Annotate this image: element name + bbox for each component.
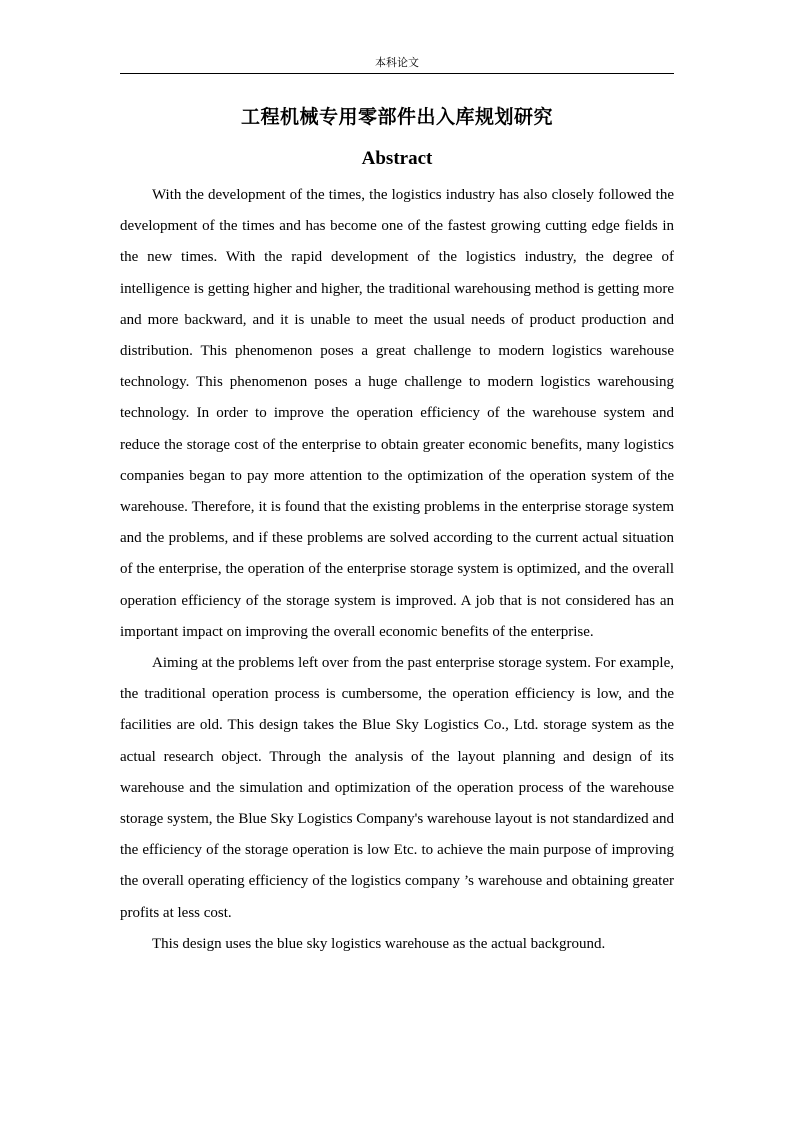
thesis-title: 工程机械专用零部件出入库规划研究 xyxy=(240,106,553,128)
running-header: 本科论文 xyxy=(375,56,419,69)
abstract-paragraph-1: With the development of the times, the logistics industry has also closely followed the development of the times and has become one of the fastest growing cutting edge fields in the new times. With the rapid development of the logistics industry, the degree of intelligence is getting higher and higher, the traditional warehousing method is getting more and more backward, and it is unable to meet the usual needs of product production and distribution. This phenomenon poses a great challenge to modern logistics warehouse technology. This phenomenon poses a huge challenge to modern logistics warehousing technology. In order to improve the operation efficiency of the warehouse system and reduce the storage cost of the enterprise to obtain greater economic benefits, many logistics companies began to pay more attention to the optimization of the operation system of the warehouse. Therefore, it is found that the existing problems in the enterprise storage system and the problems, and if these problems are solved according to the current actual situation of the enterprise, the operation of the enterprise storage system is optimized, and the overall operation efficiency of the storage system is improved. A job that is not considered has an important impact on improving the overall economic benefits of the enterprise. xyxy=(120,187,674,640)
abstract-heading: Abstract xyxy=(361,148,433,169)
header-rule xyxy=(120,73,674,74)
abstract-body xyxy=(120,180,674,960)
abstract-paragraph-3: This design uses the blue sky logistics warehouse as the actual background. xyxy=(152,935,606,952)
abstract-paragraph-2: Aiming at the problems left over from the past enterprise storage system. For example, the traditional operation process is cumbersome, the operation efficiency is low, and the facilities are old. This design takes the Blue Sky Logistics Co., Ltd. storage system as the actual research object. Through the analysis of the layout planning and design of its warehouse and the simulation and optimization of the operation process of the warehouse storage system, the Blue Sky Logistics Company's warehouse layout is not standardized and the efficiency of the storage operation is low Etc. to achieve the main purpose of improving the overall operating efficiency of the logistics company ’s warehouse and obtaining greater profits at less cost. xyxy=(120,655,674,921)
